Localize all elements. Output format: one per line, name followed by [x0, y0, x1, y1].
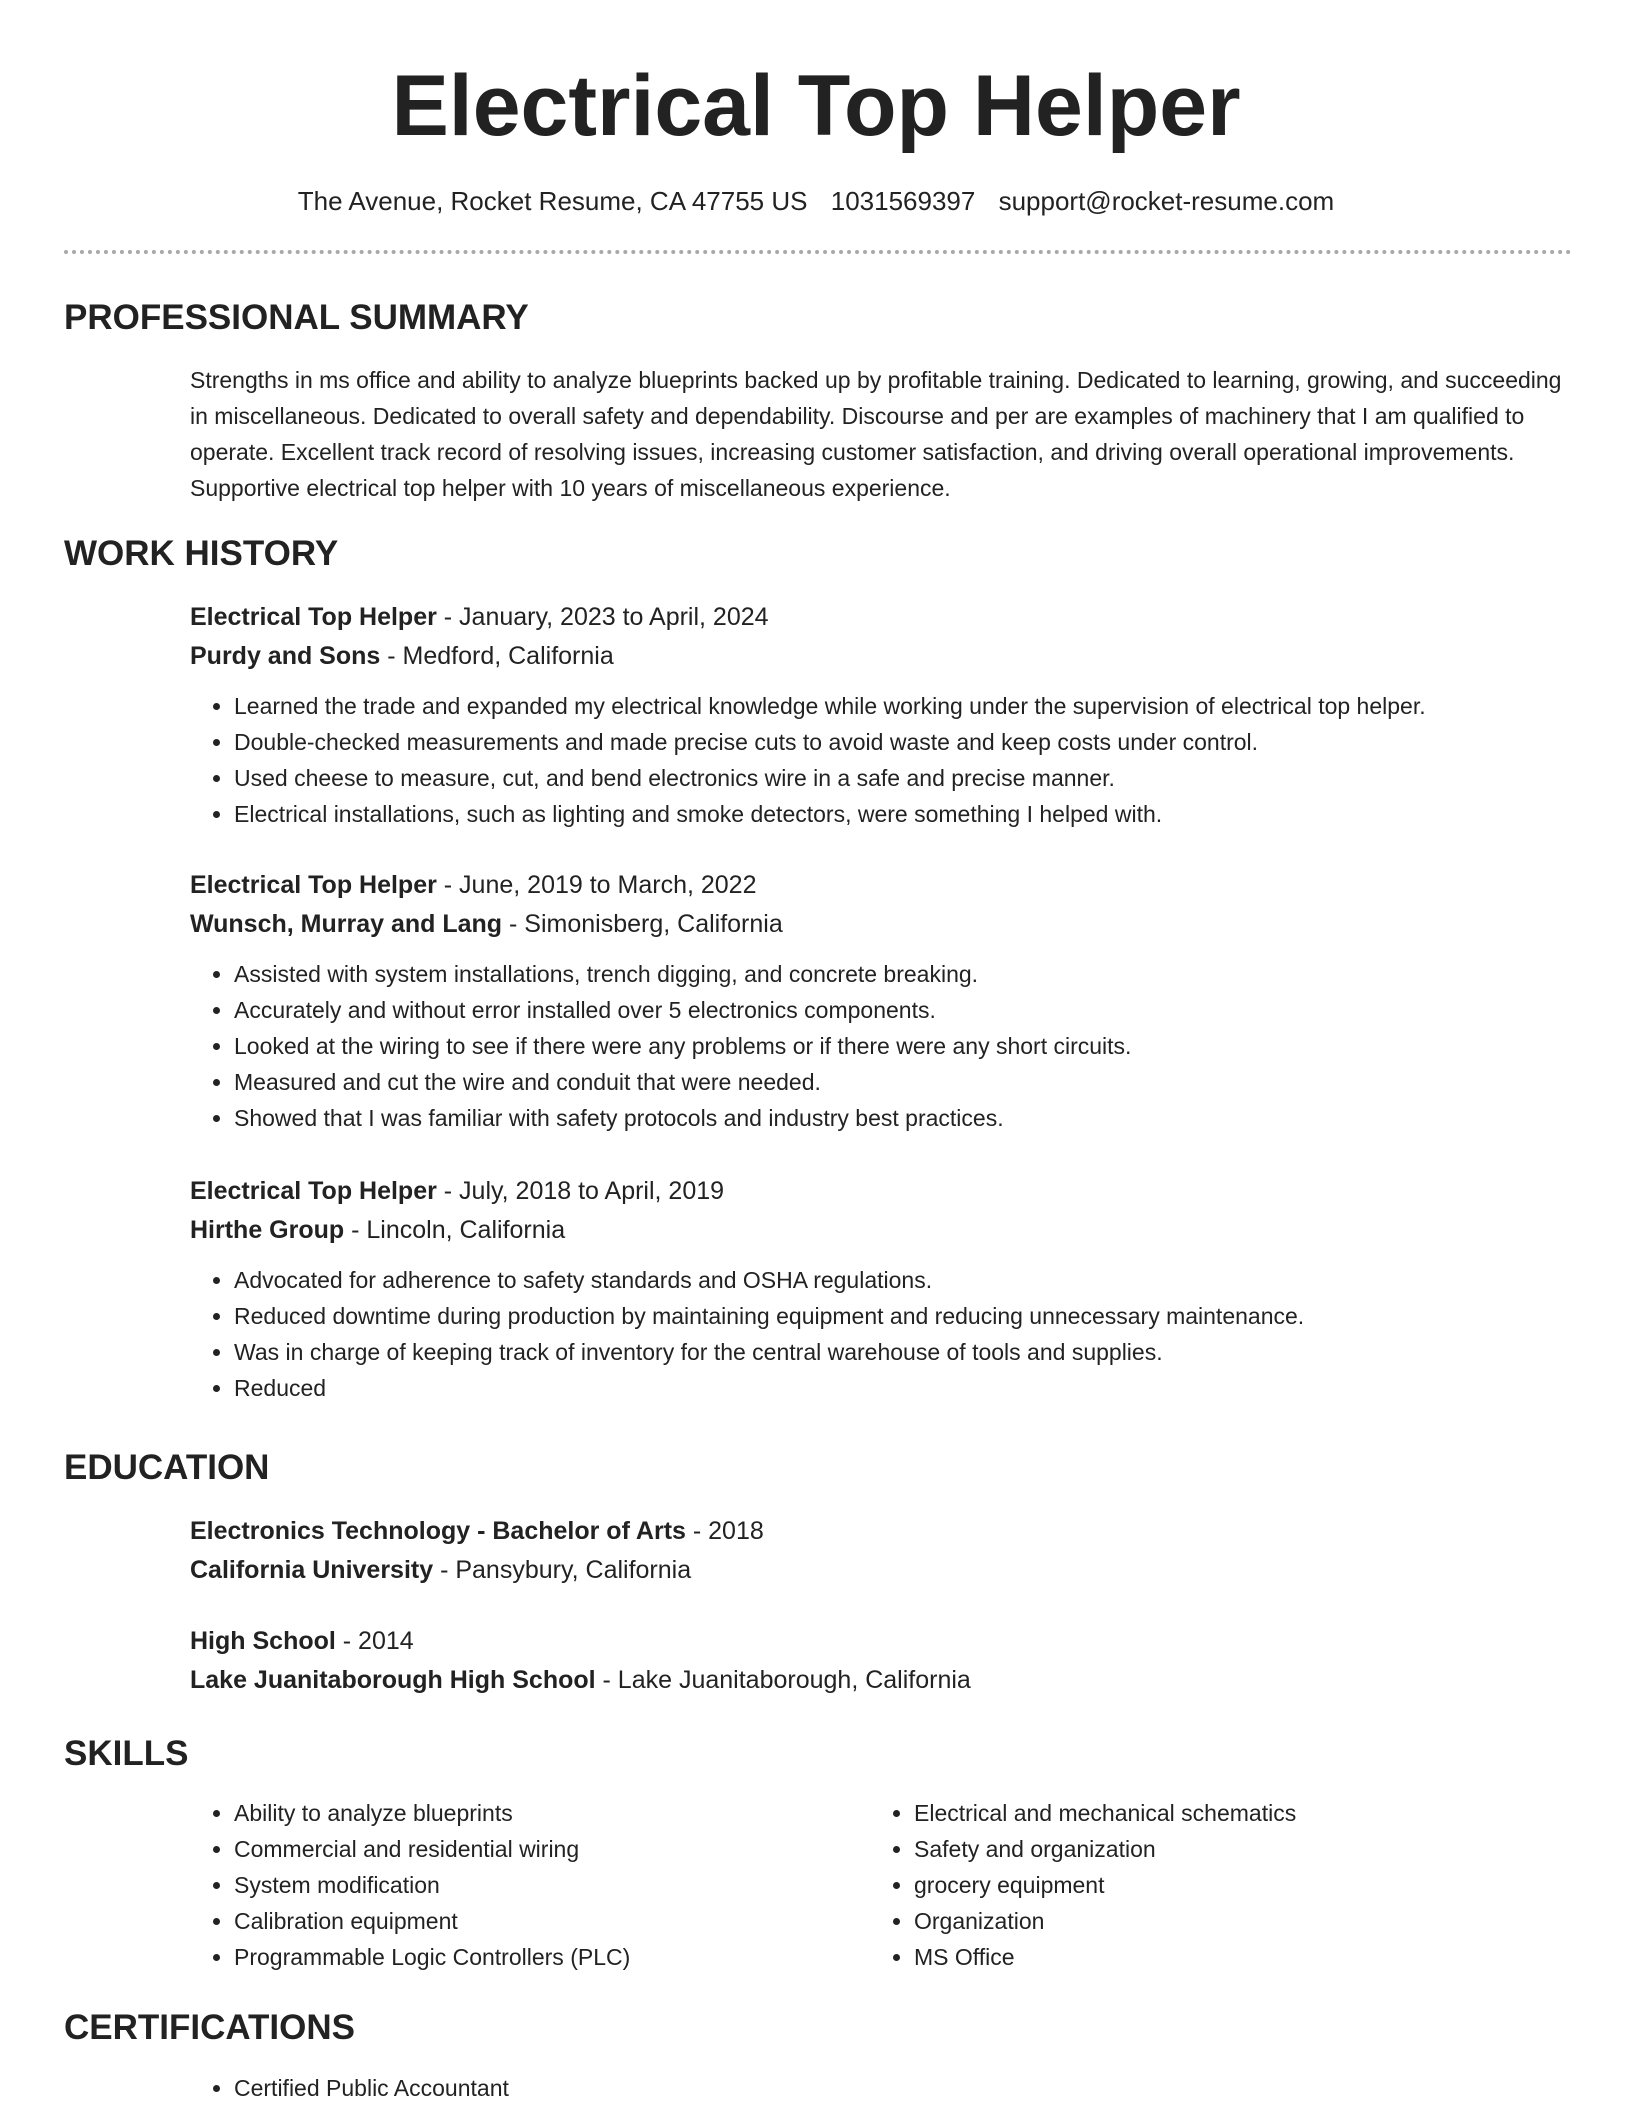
- education-school: California University: [190, 1556, 434, 1584]
- summary-text: Strengths in ms office and ability to analyze blueprints backed up by profitable training. Dedicated to learning, growing, and succeeding in miscellaneous. Dedicated to overall safety and dependability. Discourse and per are examples of machinery that I am qualified to operate. Excellent track record of resolving issues, increasing customer satisfaction, and driving overall operational improvements. Supportive electrical top helper with 10 years of miscellaneous experience.: [190, 367, 1562, 501]
- education-degree: Electronics Technology - Bachelor of Arts: [190, 1517, 686, 1545]
- section-title-summary: PROFESSIONAL SUMMARY: [64, 298, 529, 337]
- list-item: • Was in charge of keeping track of inventory for the central warehouse of tools and supplies.: [234, 1334, 1570, 1370]
- job-title-line: [190, 598, 1570, 637]
- list-item: • Accurately and without error installed over 5 electronics components.: [234, 992, 1570, 1028]
- header-divider: [64, 250, 1572, 254]
- job-location: - Medford, California: [380, 642, 614, 670]
- education-degree-line: [190, 1512, 1570, 1551]
- contact-phone: 1031569397: [830, 186, 976, 216]
- skill-item: • System modification: [234, 1867, 830, 1903]
- job-entry: [190, 1172, 1570, 1406]
- skill-item: • Organization: [914, 1903, 1510, 1939]
- education-year: - 2018: [685, 1517, 764, 1545]
- education-degree: High School: [190, 1627, 336, 1655]
- section-title-work-history: WORK HISTORY: [64, 534, 339, 573]
- list-item: • Advocated for adherence to safety standards and OSHA regulations.: [234, 1262, 1570, 1298]
- list-item: • Measured and cut the wire and conduit that were needed.: [234, 1064, 1570, 1100]
- education-school: Lake Juanitaborough High School: [190, 1666, 596, 1694]
- certification-item: • Certified Public Accountant: [234, 2070, 830, 2106]
- job-bullets: [190, 956, 1570, 1136]
- job-bullets: [190, 688, 1570, 832]
- list-item: • Reduced: [234, 1370, 1570, 1406]
- job-location: - Simonisberg, California: [502, 910, 783, 938]
- skill-item: • Calibration equipment: [234, 1903, 830, 1939]
- job-title-line: [190, 866, 1570, 905]
- education-entry: [190, 1622, 1570, 1700]
- section-title-skills: SKILLS: [64, 1734, 189, 1773]
- job-company: Wunsch, Murray and Lang: [190, 910, 503, 938]
- contact-address: The Avenue, Rocket Resume, CA 47755 US: [297, 186, 808, 216]
- job-company: Purdy and Sons: [190, 642, 381, 670]
- list-item: • Electrical installations, such as lighting and smoke detectors, were something I helped with.: [234, 796, 1570, 832]
- job-entry: [190, 866, 1570, 1136]
- job-title-line: [190, 1172, 1570, 1211]
- section-title-certifications: CERTIFICATIONS: [64, 2008, 356, 2047]
- job-company-line: [190, 637, 1570, 676]
- job-entry: [190, 598, 1570, 832]
- contact-line: [0, 184, 1632, 218]
- skill-item: • Electrical and mechanical schematics: [914, 1795, 1510, 1831]
- list-item: • Assisted with system installations, trench digging, and concrete breaking.: [234, 956, 1570, 992]
- skill-item: • grocery equipment: [914, 1867, 1510, 1903]
- job-company-line: [190, 1211, 1570, 1250]
- skills-column-right: [870, 1795, 1510, 1975]
- list-item: • Reduced downtime during production by maintaining equipment and reducing unnecessary maintenance.: [234, 1298, 1570, 1334]
- skill-item: • Ability to analyze blueprints: [234, 1795, 830, 1831]
- education-entry: [190, 1512, 1570, 1590]
- education-location: - Lake Juanitaborough, California: [595, 1666, 971, 1694]
- skill-item: • MS Office: [914, 1939, 1510, 1975]
- job-company: Hirthe Group: [190, 1216, 345, 1244]
- skill-item: • Commercial and residential wiring: [234, 1831, 830, 1867]
- education-school-line: [190, 1661, 1570, 1700]
- section-title-education: EDUCATION: [64, 1448, 270, 1487]
- education-year: - 2014: [335, 1627, 414, 1655]
- skill-item: • Safety and organization: [914, 1831, 1510, 1867]
- list-item: • Double-checked measurements and made precise cuts to avoid waste and keep costs under control.: [234, 724, 1570, 760]
- job-bullets: [190, 1262, 1570, 1406]
- contact-email: support@rocket-resume.com: [998, 186, 1335, 216]
- list-item: • Looked at the wiring to see if there were any problems or if there were any short circuits.: [234, 1028, 1570, 1064]
- certifications-list: [190, 2070, 830, 2106]
- skill-item: • Programmable Logic Controllers (PLC): [234, 1939, 830, 1975]
- job-location: - Lincoln, California: [344, 1216, 566, 1244]
- job-company-line: [190, 905, 1570, 944]
- education-school-line: [190, 1551, 1570, 1590]
- skills-list-right: [870, 1795, 1510, 1975]
- job-title: Electrical Top Helper: [190, 1177, 437, 1205]
- candidate-name: Electrical Top Helper: [391, 58, 1241, 154]
- certifications-column: [190, 2070, 830, 2106]
- job-title: Electrical Top Helper: [190, 871, 437, 899]
- resume-header: [0, 0, 1632, 218]
- skills-list-left: [190, 1795, 830, 1975]
- job-dates: - July, 2018 to April, 2019: [436, 1177, 725, 1205]
- job-dates: - January, 2023 to April, 2024: [436, 603, 769, 631]
- job-title: Electrical Top Helper: [190, 603, 437, 631]
- job-dates: - June, 2019 to March, 2022: [436, 871, 757, 899]
- list-item: • Showed that I was familiar with safety protocols and industry best practices.: [234, 1100, 1570, 1136]
- list-item: • Used cheese to measure, cut, and bend electronics wire in a safe and precise manner.: [234, 760, 1570, 796]
- skills-column-left: [190, 1795, 830, 1975]
- list-item: • Learned the trade and expanded my electrical knowledge while working under the supervision of electrical top helper.: [234, 688, 1570, 724]
- education-degree-line: [190, 1622, 1570, 1661]
- education-location: - Pansybury, California: [433, 1556, 692, 1584]
